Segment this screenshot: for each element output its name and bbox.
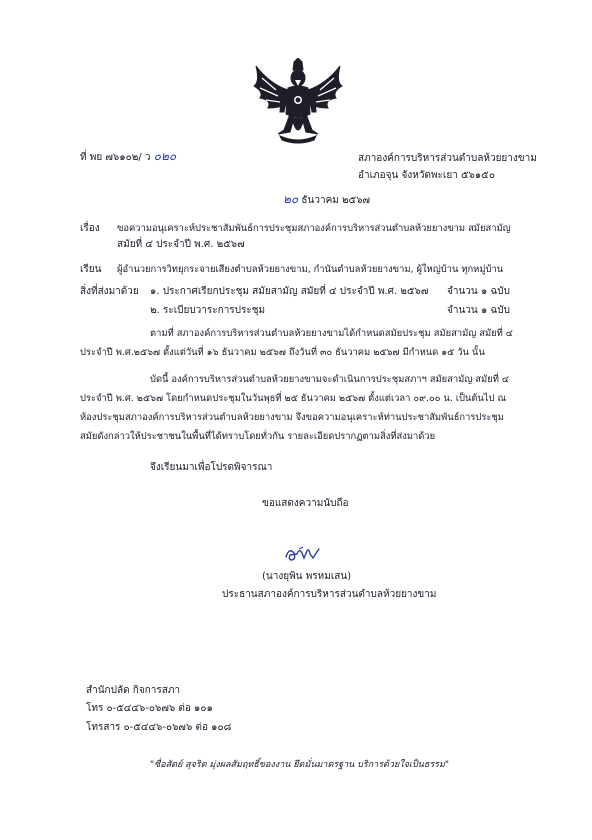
reference-number xyxy=(80,150,176,164)
date-day-handwritten: ๒๐ xyxy=(283,192,299,206)
closing: ขอแสดงความนับถือ xyxy=(262,498,349,509)
handwritten-signature xyxy=(283,545,323,565)
body-p2-line-2: ประจำปี พ.ศ. ๒๕๖๗ โดยกำหนดประชุมในวันพุธที่ ๒๕ ธันวาคม ๒๕๖๗ ตั้งแต่เวลา ๐๙.๐๐ น. เป็นต้นไป ณ xyxy=(80,393,507,404)
body-p2-line-4: สมัยดังกล่าวให้ประชาชนในพื้นที่ได้ทราบโดยทั่วกัน รายละเอียดปรากฏตามสิ่งที่ส่งมาด้วย xyxy=(80,431,436,442)
enclosure-item-2: ๒. ระเบียบวาระการประชุม xyxy=(150,305,266,316)
garuda-emblem-icon xyxy=(250,58,346,144)
enclosure-qty-1: จำนวน ๑ ฉบับ xyxy=(447,286,510,297)
recipient-text: ผู้อำนวยการวิทยุกระจายเสียงตำบลห้วยยางขาม, กำนันตำบลห้วยยางขาม, ผู้ใหญ่บ้าน ทุกหมู่บ้าน xyxy=(117,264,504,275)
body-p3: จึงเรียนมาเพื่อโปรดพิจารณา xyxy=(150,462,273,473)
recipient-label: เรียน xyxy=(80,264,102,275)
signatory-position: ประธานสภาองค์การบริหารส่วนตำบลห้วยยางขาม xyxy=(222,589,437,600)
enclosure-item-1: ๑. ประกาศเรียกประชุม สมัยสามัญ สมัยที่ ๔ ประจำปี พ.ศ. ๒๕๖๗ xyxy=(150,286,429,297)
body-p2-line-1: บัดนี้ องค์การบริหารส่วนตำบลห้วยยางขามจะดำเนินการประชุมสภาฯ สมัยสามัญ สมัยที่ ๔ xyxy=(150,374,509,385)
letter-date xyxy=(283,193,370,207)
organization-motto: "ซื่อสัตย์ สุจริต มุ่งผลสัมฤทธิ์ของงาน ยึดมั่นมาตรฐาน บริการด้วยใจเป็นธรรม" xyxy=(150,760,450,770)
date-month-year: ธันวาคม ๒๕๖๗ xyxy=(301,195,371,206)
body-p1-line-2: ประจำปี พ.ศ.๒๕๖๗ ตั้งแต่วันที่ ๑๖ ธันวาคม ๒๕๖๗ ถึงวันที่ ๓๐ ธันวาคม ๒๕๖๗ มีกำหนด ๑๕ วัน นั้น xyxy=(80,347,485,358)
enclosure-qty-2: จำนวน ๑ ฉบับ xyxy=(447,305,510,316)
sender-line-1: สภาองค์การบริหารส่วนตำบลห้วยยางขาม xyxy=(358,153,537,164)
enclosures-label: สิ่งที่ส่งมาด้วย xyxy=(80,286,139,297)
subject-line-1: ขอความอนุเคราะห์ประชาสัมพันธ์การประชุมสภาองค์การบริหารส่วนตำบลห้วยยางขาม สมัยสามัญ xyxy=(117,223,511,234)
footer-office: สำนักปลัด กิจการสภา xyxy=(86,685,181,696)
signatory-name: (นางยุพิน พรหมเสน) xyxy=(262,571,352,582)
sender-line-2: อำเภอจุน จังหวัดพะเยา ๕๖๑๕๐ xyxy=(358,170,495,181)
body-p1-line-1: ตามที่ สภาองค์การบริหารส่วนตำบลห้วยยางขามได้กำหนดสมัยประชุม สมัยสามัญ สมัยที่ ๔ xyxy=(150,328,513,339)
reference-prefix: ที่ พย ๗๖๑๐๒/ ว xyxy=(80,152,151,163)
subject-label: เรื่อง xyxy=(80,223,100,234)
body-p2-line-3: ห้องประชุมสภาองค์การบริหารส่วนตำบลห้วยยางขาม จึงขอความอนุเคราะห์ท่านประชาสัมพันธ์การประชุม xyxy=(80,412,504,423)
footer-fax: โทรสาร ๐-๕๔๔๖-๐๖๗๖ ต่อ ๑๐๘ xyxy=(86,722,232,733)
footer-phone: โทร ๐-๕๔๔๖-๐๖๗๖ ต่อ ๑๐๑ xyxy=(86,703,213,714)
reference-number-handwritten: ๐๒๐ xyxy=(153,149,177,163)
subject-line-2: สมัยที่ ๔ ประจำปี พ.ศ. ๒๕๖๗ xyxy=(117,239,245,250)
